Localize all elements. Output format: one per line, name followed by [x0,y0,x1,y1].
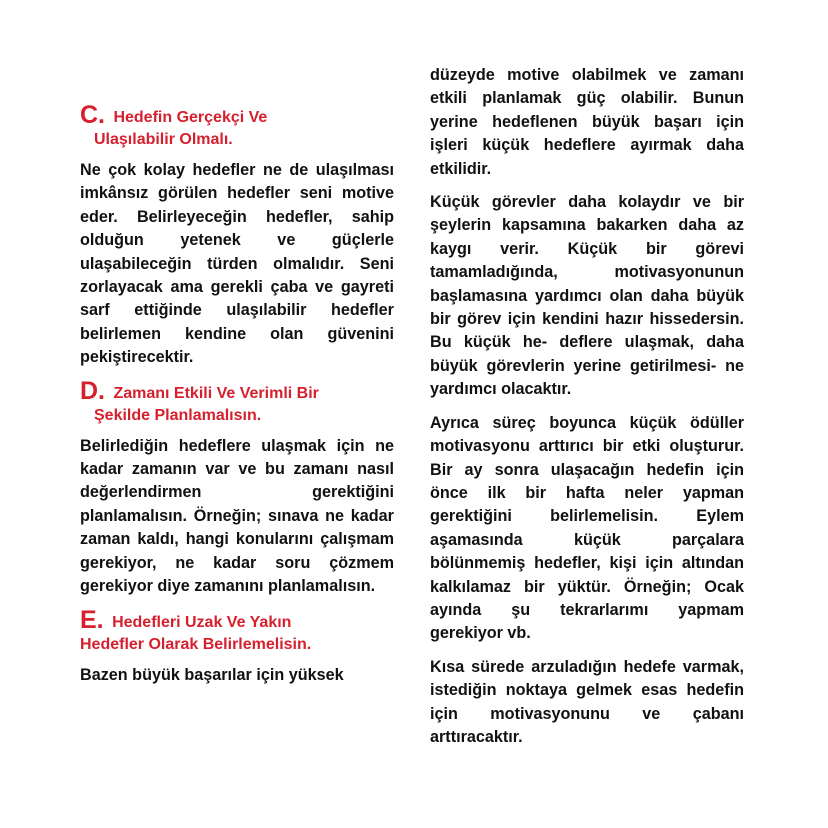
section-c-paragraph: Ne çok kolay hedefler ne de ulaşılması imkânsız görülen hedefler seni motive eder. Belirleyeceğin hedefler, sahip olduğun yetenek ve güçlerle ulaşabileceğin türden olmalıdır. Seni zorlayacak ama gerekli çaba ve gayreti sarf ettiğinde ulaşılabilir hedefler belirlemen kendine olan güvenini pekiştirecektir. [80,161,394,367]
section-d-paragraph: Belirlediğin hedeflere ulaşmak için ne kadar zamanın var ve bu zamanı nasıl değerlendirmen gerektiğini planlamalısın. Örneğin; sınava ne kadar zaman kaldı, hangi konularını çalışmam gerekiyor, ne kadar soru çözmem gerekiyor diye zamanını planlamalısın. [80,436,394,596]
left-column [80,101,394,697]
section-c-heading [80,101,394,151]
section-e-paragraph-4: Kısa sürede arzuladığın hedefe varmak, istediğin noktaya gelmek esas hedefin için motivasyonunu ve çabanı arttıracaktır. [430,657,744,746]
right-column [430,64,744,759]
section-e-paragraph-start: Bazen büyük başarılar için yüksek [80,665,344,684]
section-c-letter: C. [80,101,105,129]
section-d-title-line1: Zamanı Etkili Ve Verimli Bir [113,384,319,402]
section-e-paragraph-continuation: düzeyde motive olabilmek ve zamanı etkili planlamak güç olabilir. Bunun yerine hedeflenen büyük başarı için işleri küçük hedeflere ayırmak daha etkilidir. [430,66,744,178]
section-e-title-line1: Hedefleri Uzak Ve Yakın [112,613,292,631]
section-e-heading [80,605,394,656]
section-c-title-line1: Hedefin Gerçekçi Ve [113,109,268,126]
section-d-title-line2: Şekilde Planlamalısın. [94,406,262,424]
section-e-title-line2: Hedefler Olarak Belirlemelisin. [80,635,312,653]
section-d-heading [80,376,394,427]
section-d-letter: D. [80,376,105,405]
section-e-paragraph-3: Ayrıca süreç boyunca küçük ödüller motivasyonu arttırıcı bir etki oluşturur. Bir ay sonra ulaşacağın hedefin için önce ilk bir hafta neler yapman gerektiğini belirlemelisin. Eylem aşamasında küçük parçalara bölünmemiş hedefler, kişi için altından kalkılamaz bir yüktür. Örneğin; Ocak ayında şu tekrarlarımı yapmam gerekiyor vb. [430,413,744,643]
section-c-title-line2: Ulaşılabilir Olmalı. [94,131,233,148]
section-e-letter: E. [80,605,104,634]
section-e-paragraph-2: Küçük görevler daha kolaydır ve bir şeylerin kapsamına bakarken daha az kaygı verir. Küçük bir görevi tamamladığında, motivasyonunun başlamasına yardımcı olan daha büyük bir görev için kendini hazır hissedersin. Bu küçük he- deflere ulaşmak, daha büyük görevlerin yerine getirilmesi- ne yardımcı olacaktır. [430,193,744,399]
